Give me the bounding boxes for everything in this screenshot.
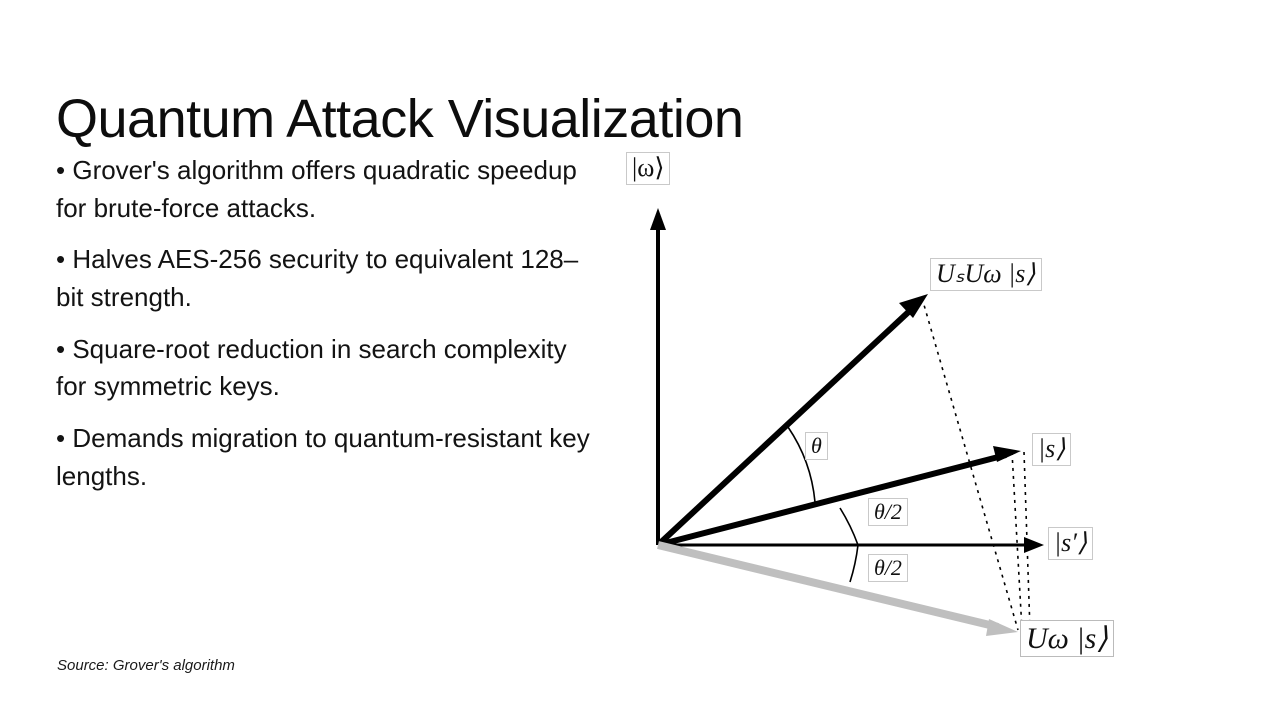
bullet-marker-icon: • xyxy=(56,244,66,275)
list-item-text: Halves AES-256 security to equivalent 128–bit strength. xyxy=(56,244,579,313)
bullet-marker-icon: • xyxy=(56,333,66,364)
label-omega-axis: |ω⟩ xyxy=(626,152,670,185)
list-item-text: Square-root reduction in search complexity for symmetric keys. xyxy=(56,333,567,402)
grover-rotation-diagram xyxy=(600,130,1260,690)
list-item xyxy=(56,241,596,316)
source-caption: Source: Grover's algorithm xyxy=(57,657,235,674)
diagram-svg xyxy=(600,130,1260,690)
bullet-marker-icon: • xyxy=(56,423,66,454)
label-angle-theta-half-upper: θ/2 xyxy=(868,498,908,526)
omega-axis-arrowhead xyxy=(650,208,666,230)
list-item xyxy=(56,152,596,227)
s-vector-arrowhead xyxy=(993,446,1021,462)
uw-s-arrowhead xyxy=(986,619,1018,636)
angle-arc-theta-half-upper xyxy=(840,508,858,545)
list-item-text: Grover's algorithm offers quadratic speedup for brute-force attacks. xyxy=(56,155,577,223)
bullet-marker-icon: • xyxy=(56,155,66,185)
bullet-list xyxy=(56,152,596,510)
uw-s-vector xyxy=(658,545,998,627)
slide-left-edge xyxy=(0,0,10,720)
label-us-uw-s: UₛUω |s⟩ xyxy=(930,258,1042,291)
list-item-text: Demands migration to quantum-resistant key lengths. xyxy=(56,423,590,491)
label-angle-theta-half-lower: θ/2 xyxy=(868,554,908,582)
label-angle-theta: θ xyxy=(805,432,828,460)
page-title: Quantum Attack Visualization xyxy=(56,89,744,150)
angle-arc-theta-half-lower xyxy=(850,545,858,582)
label-s-vector: |s⟩ xyxy=(1032,433,1071,466)
list-item xyxy=(56,331,596,406)
label-s-prime-axis: |s′⟩ xyxy=(1048,527,1093,560)
list-item xyxy=(56,420,596,495)
label-uw-s: Uω |s⟩ xyxy=(1020,620,1114,657)
